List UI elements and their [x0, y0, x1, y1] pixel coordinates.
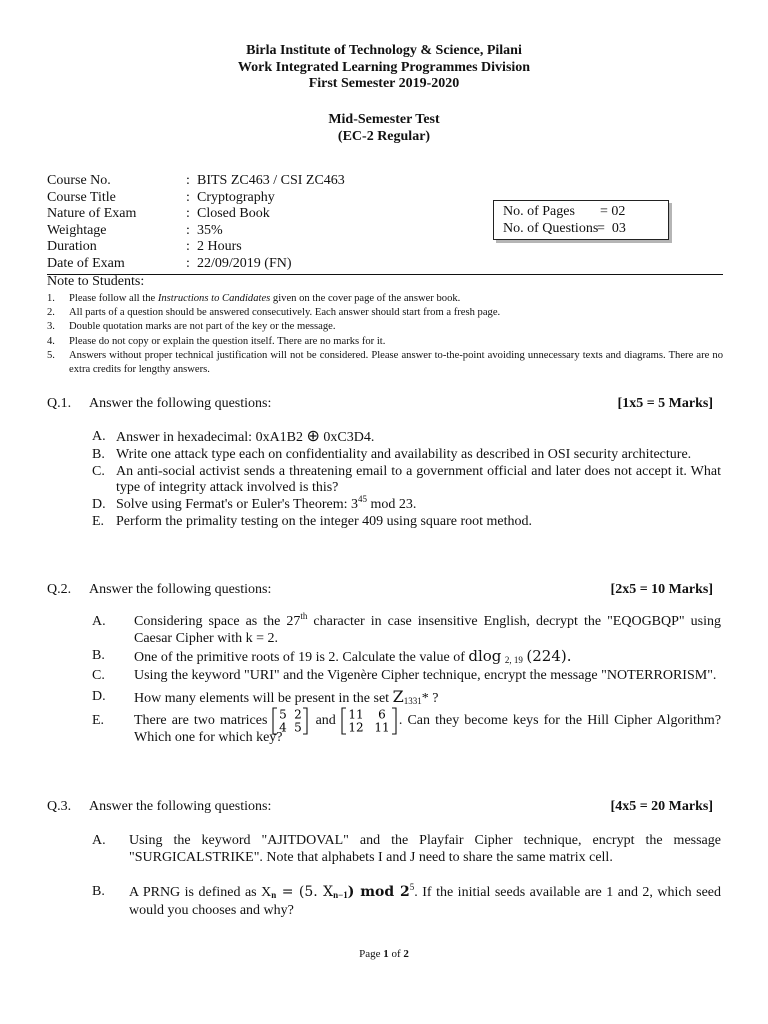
question-part: C. An anti-social activist sends a threatening email to a government official and later does not accept it. What type of integrity attack involved is this?: [92, 463, 721, 496]
question-3-header: [47, 799, 723, 816]
note-item: 3. Double quotation marks are not part of the key or the message.: [47, 321, 336, 333]
questions-value: 03: [611, 220, 626, 236]
question-title: Answer the following questions:: [89, 582, 272, 597]
page-footer: Page 1 of 2: [359, 948, 409, 960]
question-part: E. There are two matrices 5 2 4 5 and 11 6 12 11 . Can they become keys for the Hill Cipher Algorithm? Which one for which key?: [92, 707, 722, 745]
exam-page: Birla Institute of Technology & Science, Pilani Work Integrated Learning Programmes Division First Semester 2019-2020 Mid-Semester Test (EC-2 Regular) Course No. : BITS ZC463 / CSI ZC463 Course Title : Cryptography Nature of Exam : Closed Book Weightage : 35% Duration : 2 Hours Date of Exam : 22/09/2019 (FN) No. of Pages = 02 No. of Questions = 03 Note to Students: 1. Please follow all the Instructions to Candidates given on the cover page of the answer book. 2. All parts of a question should be answered consecutively. Each answer should start from a fresh page. 3. Double quotation marks are not part of the key or the message. 4. Please do not copy or explain the question itself. There are no marks for it. 5. Answers without proper technical justification will not be considered. Please answer to-the-point avoiding unnecessary texts and diagrams. There are no extra credits for lengthy answers. Q.1. Answer the following questions: [1x5 = 5 Marks] A. Answer in hexadecimal: 0xA1B2 ⊕ 0xC3D4. B. Write one attack type each on confidentiality and availability as described in OSI security architecture. C. An anti-social activist sends a threatening email to a government official and later does not accept it. What type of integrity attack involved is this? D. Solve using Fermat's or Euler's Theorem: $3^{45}$ mod 23. E. Perform the primality testing on the integer 409 using square root method. Q.2. Answer the following questions: [2x5 = 10 Marks] A. Considering space as the 27th character in case insensitive English, decrypt the "EQOGBQP" using Caesar Cipher with k = 2. B. One of the primitive roots of 19 is 2. Calculate the value of dlog $_{2, 19}$ (224). C. Using the keyword "URI" and the Vigenère Cipher technique, encrypt the message "NOTERRORISM". D. How many elements will be present in the set $Z_{1331}*$ ? E. There are two matrices 5 2 4 5 and 11 6 12 11 . Can they become keys for the Hill Cipher Algorithm? Which one for which key? Q.3. Answer the following questions: [4x5 = 20 Marks] A. Using the keyword "AJITDOVAL" and the Playfair Cipher technique, encrypt the message "SURGICALSTRIKE". Note that alphabets I and J need to share the same matrix cell. B. A PRNG is defined as $X_n = (5$. $X_{n-1}$) mod $2^5$. If the initial seeds available are 1 and 2, which seed would you chooses and why? Page 1 of 2: [0, 0, 768, 1024]
total-pages: 2: [403, 948, 409, 960]
info-label: Duration: [47, 239, 97, 255]
question-title: Answer the following questions:: [89, 799, 272, 814]
question-part: B. One of the primitive roots of 19 is 2. Calculate the value of dlog $_{2, 19}$ (224).: [92, 646, 572, 665]
question-marks: [2x5 = 10 Marks]: [610, 582, 713, 597]
note-item: 2. All parts of a question should be answered consecutively. Each answer should start from a fresh page.: [47, 307, 501, 319]
question-title: Answer the following questions:: [89, 396, 272, 411]
info-value: Cryptography: [197, 189, 275, 205]
question-part: E. Perform the primality testing on the integer 409 using square root method.: [92, 513, 533, 529]
matrix-1-cell: 2: [294, 707, 303, 722]
notes-list: [47, 292, 723, 377]
divider-line: [47, 274, 723, 275]
matrix-2-cell: 11: [348, 707, 364, 722]
question-1-parts: [92, 426, 721, 531]
matrix-1-cell: 5: [279, 707, 288, 722]
question-2-parts: [92, 611, 722, 747]
note-item: 5. Answers without proper technical justification will not be considered. Please answer to-the-point avoiding unnecessary texts and diagrams. There are no extra credits for lengthy answers.: [47, 349, 723, 376]
question-part: B. Write one attack type each on confidentiality and availability as described in OSI security architecture.: [92, 446, 692, 462]
matrix-1-cell: 4: [279, 720, 288, 735]
question-part: B. A PRNG is defined as $X_n = (5$. $X_{n-1}$) mod $2^5$. If the initial seeds available are 1 and 2, which seed would you chooses and why?: [92, 881, 721, 919]
matrix-1-cell: 5: [294, 720, 303, 735]
info-label: Nature of Exam: [47, 206, 137, 222]
info-label: Course Title: [47, 189, 116, 205]
question-part: D. How many elements will be present in the set $Z_{1331}*$ ?: [92, 687, 439, 707]
test-name: Mid-Semester Test: [328, 112, 440, 127]
matrix-2-cell: 12: [348, 720, 364, 735]
pages-value: 02: [611, 204, 626, 219]
institute-name: Birla Institute of Technology & Science, Pilani: [246, 43, 522, 58]
pages-label: No. of Pages: [503, 204, 575, 219]
question-marks: [1x5 = 5 Marks]: [617, 396, 713, 411]
info-value: BITS ZC463 / CSI ZC463: [197, 173, 345, 188]
info-value: 22/09/2019 (FN): [197, 255, 292, 271]
question-marks: [4x5 = 20 Marks]: [610, 799, 713, 814]
info-label: Weightage: [47, 222, 107, 238]
info-value: Closed Book: [197, 206, 270, 222]
notes-heading: Note to Students:: [47, 274, 145, 289]
current-page: 1: [383, 948, 389, 960]
note-item: 1. Please follow all the Instructions to Candidates given on the cover page of the answer book.: [47, 293, 461, 304]
questions-label: No. of Questions: [503, 220, 599, 236]
matrix-1: [272, 707, 308, 735]
info-label: Date of Exam: [47, 255, 125, 271]
question-part: A. Using the keyword "AJITDOVAL" and the Playfair Cipher technique, encrypt the message "SURGICALSTRIKE". Note that alphabets I and J need to share the same matrix cell.: [92, 833, 721, 865]
question-part: C. Using the keyword "URI" and the Vigenère Cipher technique, encrypt the message "NOTERRORISM".: [92, 668, 717, 684]
test-title: [0, 111, 768, 145]
xor-symbol: ⊕: [306, 426, 320, 445]
info-value: 2 Hours: [197, 239, 242, 255]
question-3-parts: [92, 833, 721, 920]
matrix-2-cell: 6: [378, 707, 386, 722]
test-regular: (EC-2 Regular): [337, 129, 431, 144]
question-number: Q.3.: [47, 799, 72, 814]
matrix-2: [341, 707, 397, 735]
semester: First Semester 2019-2020: [308, 76, 460, 91]
question-2-header: [47, 582, 723, 599]
question-number: Q.2.: [47, 582, 72, 597]
question-number: Q.1.: [47, 396, 72, 411]
question-part: A. Considering space as the 27th character in case insensitive English, decrypt the "EQOGBQP" using Caesar Cipher with k = 2.: [92, 611, 721, 646]
note-item: 4. Please do not copy or explain the question itself. There are no marks for it.: [47, 335, 386, 347]
division-name: Work Integrated Learning Programmes Division: [237, 59, 531, 75]
question-part: D. Solve using Fermat's or Euler's Theorem: $3^{45}$ mod 23.: [92, 494, 417, 513]
pages-questions-box: No. of Pages = 02 No. of Questions = 03: [493, 200, 669, 240]
info-label: Course No.: [47, 173, 111, 188]
info-value: 35%: [197, 222, 223, 238]
matrix-2-cell: 11: [374, 720, 390, 735]
question-part: A. Answer in hexadecimal: 0xA1B2 ⊕ 0xC3D4.: [92, 426, 375, 445]
question-1-header: [47, 396, 723, 413]
exam-header: [0, 43, 768, 93]
